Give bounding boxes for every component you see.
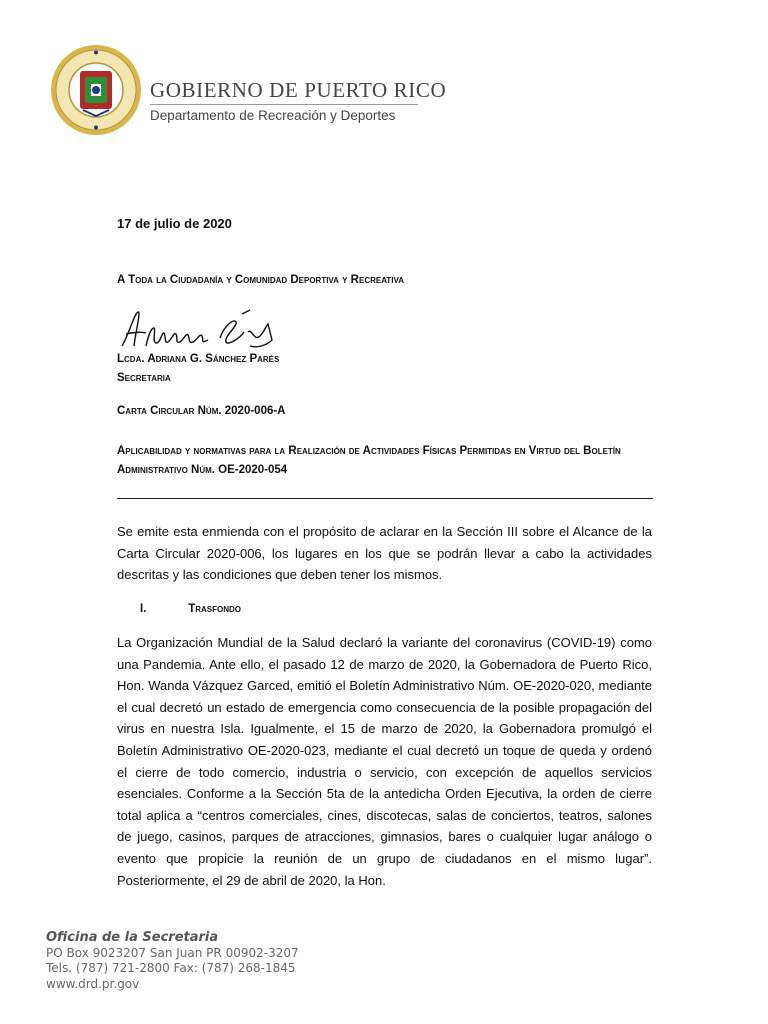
government-title: GOBIERNO DE PUERTO RICO xyxy=(150,78,447,102)
background-paragraph: La Organización Mundial de la Salud declaró la variante del coronavirus (COVID-19) como una Pandemia. Ante ello, el pasado 12 de marzo de 2020, la Gobernadora de Puerto Rico, Hon. Wanda Vázquez Garced, emitió el Boletín Administrativo Núm. OE-2020-020, mediante el cual decretó un estado de emergencia como consecuencia de la posible propagación del virus en nuestra Isla. Igualmente, el 15 de marzo de 2020, la Gobernadora promulgó el Boletín Administrativo OE-2020-023, mediante el cual decretó un toque de queda y ordenó el cierre de todo comercio, industria o servicio, con excepción de aquellos servicios esenciales. Conforme a la Sección 5ta de la antedicha Orden Ejecutiva, la orden de cierre total aplica a “centros comerciales, cines, discotecas, salas de conciertos, teatros, salones de juego, casinos, parques de atracciones, gimnasios, bares o cualquier lugar análogo o evento que propicie la reunión de un grupo de ciudadanos en el mismo lugar”. Posteriormente, el 29 de abril de 2020, la Hon. xyxy=(117,635,652,888)
signer-name: Lcda. Adriana G. Sánchez Parés xyxy=(117,353,280,365)
signer-title: Secretaria xyxy=(117,372,171,384)
letter-addressee: A Toda la Ciudadanía y Comunidad Deportiva y Recreativa xyxy=(117,274,405,286)
subject-divider xyxy=(117,498,653,499)
signer-block xyxy=(117,350,279,388)
letter-subject: Aplicabilidad y normativas para la Realización de Actividades Físicas Permitidas en Virtud del Boletín Administrativo Núm. OE-2020-054 xyxy=(117,445,621,476)
footer-contact xyxy=(46,930,299,992)
footer-address: PO Box 9023207 San Juan PR 00902-3207 xyxy=(46,945,299,960)
header-rule xyxy=(150,104,418,105)
section-title: Trasfondo xyxy=(188,603,242,615)
footer-website[interactable]: www.drd.pr.gov xyxy=(46,976,140,991)
letter-date: 17 de julio de 2020 xyxy=(117,216,232,231)
footer-office: Oficina de la Secretaria xyxy=(46,930,219,945)
department-name: Departamento de Recreación y Deportes xyxy=(150,108,396,123)
intro-paragraph: Se emite esta enmienda con el propósito de aclarar en la Sección III sobre el Alcance de la Carta Circular 2020-006, los lugares en los que se podrán llevar a cabo la actividades descritas y las condiciones que deben tener los mismos. xyxy=(117,524,652,583)
section-heading xyxy=(140,603,241,615)
puerto-rico-seal-logo xyxy=(50,44,142,136)
footer-phones: Tels. (787) 721-2800 Fax: (787) 268-1845 xyxy=(46,961,296,975)
handwritten-signature xyxy=(116,302,276,354)
section-number: I. xyxy=(140,603,147,615)
circular-number: Carta Circular Núm. 2020-006-A xyxy=(117,405,286,417)
